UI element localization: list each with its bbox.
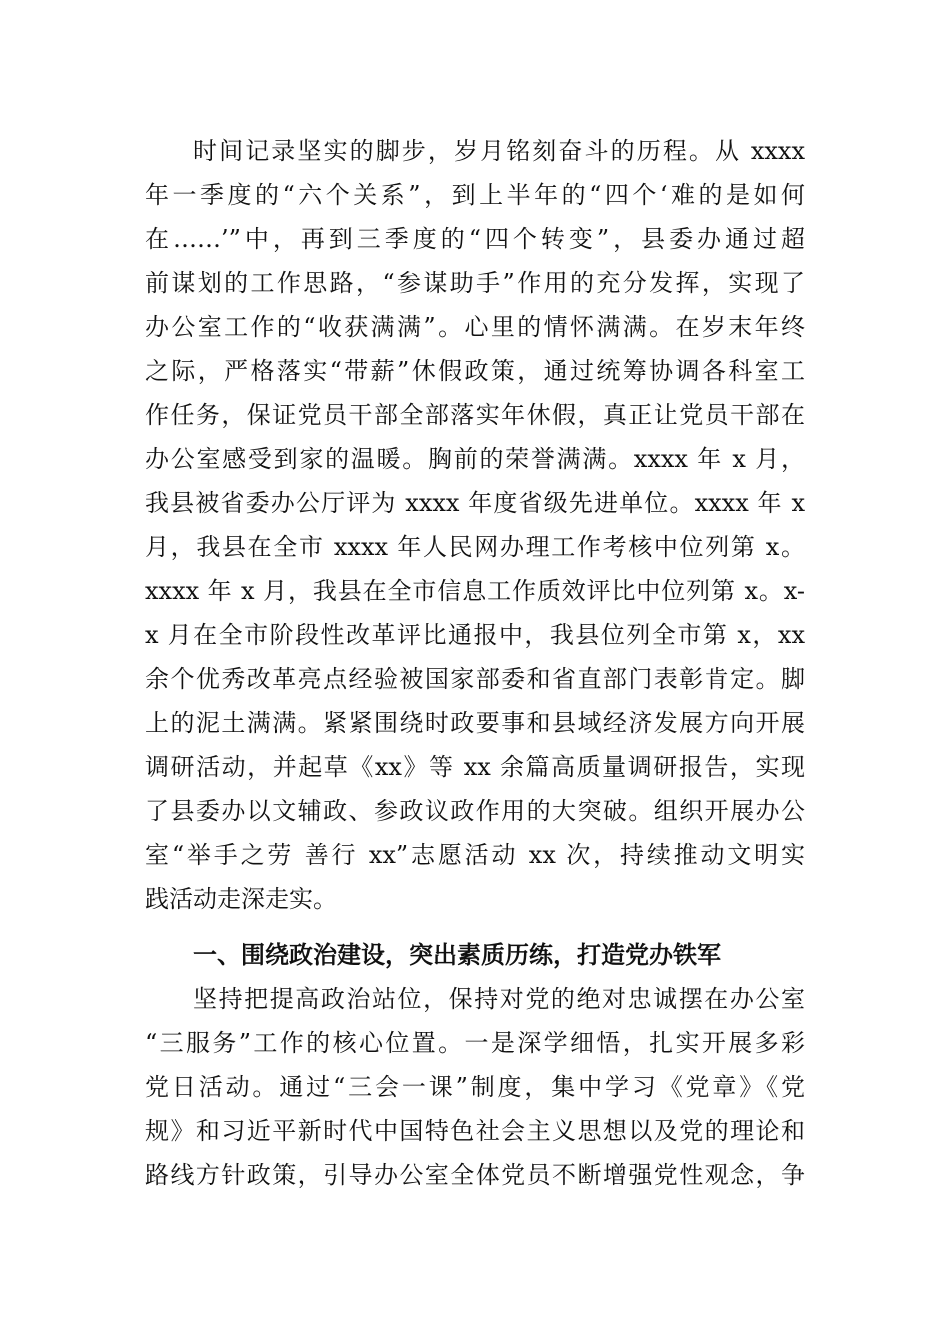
- text-line: 月，我县在全市 xxxx 年人民网办理工作考核中位列第 x。: [145, 533, 805, 561]
- text-line: 办公室工作的“收获满满”。心里的情怀满满。在岁末年终: [145, 313, 805, 341]
- text-line: 践活动走深走实。: [145, 885, 337, 913]
- text-line: xxxx 年 x 月，我县在全市信息工作质效评比中位列第 x。x-: [145, 577, 805, 605]
- text-line: 上的泥土满满。紧紧围绕时政要事和县域经济发展方向开展: [145, 709, 805, 737]
- section-heading: 一、围绕政治建设，突出素质历练，打造党办铁军: [193, 941, 721, 969]
- text-line: 室“举手之劳 善行 xx”志愿活动 xx 次，持续推动文明实: [145, 841, 805, 869]
- text-line: 坚持把提高政治站位，保持对党的绝对忠诚摆在办公室: [193, 985, 805, 1013]
- text-line: 作任务，保证党员干部全部落实年休假，真正让党员干部在: [145, 401, 805, 429]
- text-line: 我县被省委办公厅评为 xxxx 年度省级先进单位。xxxx 年 x: [145, 489, 805, 517]
- text-line: 路线方针政策，引导办公室全体党员不断增强党性观念，争: [145, 1161, 805, 1189]
- text-line: 党日活动。通过“三会一课”制度，集中学习《党章》《党: [145, 1073, 805, 1101]
- text-line: 余个优秀改革亮点经验被国家部委和省直部门表彰肯定。脚: [145, 665, 805, 693]
- text-line: 前谋划的工作思路，“参谋助手”作用的充分发挥，实现了: [145, 269, 805, 297]
- text-line: “三服务”工作的核心位置。一是深学细悟，扎实开展多彩: [145, 1029, 805, 1057]
- text-line: 时间记录坚实的脚步，岁月铭刻奋斗的历程。从 xxxx: [193, 137, 805, 165]
- text-line: 了县委办以文辅政、参政议政作用的大突破。组织开展办公: [145, 797, 805, 825]
- text-line: 年一季度的“六个关系”，到上半年的“四个‘难的是如何: [145, 181, 805, 209]
- text-line: 办公室感受到家的温暖。胸前的荣誉满满。xxxx 年 x 月，: [145, 445, 805, 473]
- text-line: 之际，严格落实“带薪”休假政策，通过统筹协调各科室工: [145, 357, 805, 385]
- text-line: 在……’”中，再到三季度的“四个转变”，县委办通过超: [145, 225, 805, 253]
- text-line: 调研活动，并起草《xx》等 xx 余篇高质量调研报告，实现: [145, 753, 805, 781]
- text-line: 规》和习近平新时代中国特色社会主义思想以及党的理论和: [145, 1117, 805, 1145]
- text-line: x 月在全市阶段性改革评比通报中，我县位列全市第 x，xx: [145, 621, 805, 649]
